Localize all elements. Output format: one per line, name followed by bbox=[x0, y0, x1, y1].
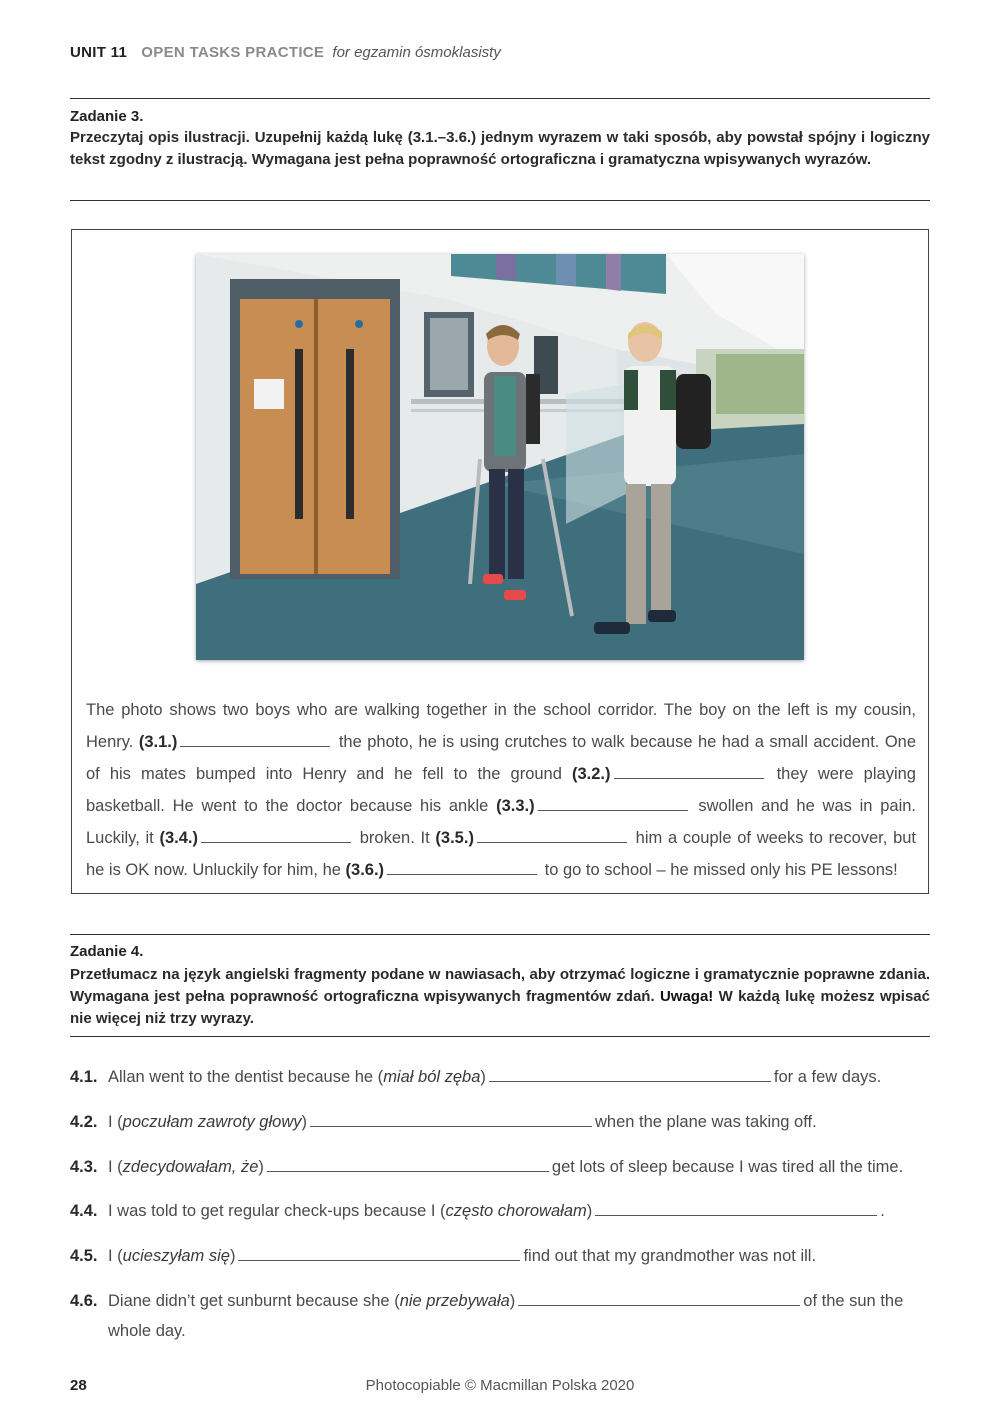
item-post: ) bbox=[258, 1158, 264, 1176]
corridor-photo bbox=[196, 254, 804, 660]
item-text bbox=[108, 1286, 928, 1346]
gap-blank[interactable] bbox=[538, 796, 688, 811]
item-pre: I was told to get regular check-ups because I ( bbox=[108, 1202, 446, 1220]
task4-title: Zadanie 4. bbox=[70, 943, 144, 960]
gap-blank[interactable] bbox=[477, 828, 627, 843]
item-text bbox=[108, 1241, 928, 1271]
gap-label: (3.3.) bbox=[496, 797, 535, 815]
item-pre: I ( bbox=[108, 1158, 123, 1176]
item-pre: Allan went to the dentist because he ( bbox=[108, 1068, 384, 1086]
passage-text: the photo, he is using crutches to walk because he had a small accident. One of his mates bumped into Henry and he fell to the ground bbox=[86, 733, 917, 783]
instruction-text: W każdą lukę możesz wpisać nie więcej niż trzy wyrazy. bbox=[70, 988, 930, 1027]
item-hint: poczułam zawroty głowy bbox=[122, 1113, 302, 1131]
item-number: 4.1. bbox=[70, 1068, 98, 1086]
item-post: ) bbox=[480, 1068, 486, 1086]
answer-blank[interactable] bbox=[595, 1201, 877, 1216]
item-after: . bbox=[880, 1202, 885, 1220]
item-hint: nie przebywała bbox=[399, 1292, 510, 1310]
item-post: ) bbox=[301, 1113, 307, 1131]
item-hint: często chorowałam bbox=[445, 1202, 587, 1220]
answer-blank[interactable] bbox=[518, 1291, 800, 1306]
gap-label: (3.4.) bbox=[159, 829, 199, 847]
item-text bbox=[108, 1196, 928, 1226]
passage-text: him a couple of weeks to recover, but he is OK now. Unluckily for him, he bbox=[86, 829, 917, 879]
divider bbox=[70, 98, 930, 99]
item-text bbox=[108, 1152, 928, 1182]
gap-label: (3.6.) bbox=[345, 861, 385, 879]
item-post: ) bbox=[586, 1202, 593, 1220]
gap-label: (3.5.) bbox=[435, 829, 474, 847]
item-after: for a few days. bbox=[773, 1068, 882, 1086]
item-hint: zdecydowałam, że bbox=[122, 1158, 259, 1176]
item-post: ) bbox=[229, 1247, 236, 1265]
answer-blank[interactable] bbox=[489, 1067, 771, 1082]
item-text bbox=[108, 1062, 928, 1092]
page-number: 28 bbox=[70, 1377, 87, 1394]
item-after: of the sun the whole day. bbox=[108, 1292, 904, 1340]
item-after: find out that my grandmother was not ill. bbox=[523, 1247, 817, 1265]
gap-blank[interactable] bbox=[387, 860, 537, 875]
item-pre: I ( bbox=[108, 1113, 123, 1131]
item-after: when the plane was taking off. bbox=[595, 1113, 817, 1131]
divider bbox=[70, 200, 930, 201]
item-number: 4.5. bbox=[70, 1247, 98, 1265]
section-label: OPEN TASKS PRACTICE bbox=[141, 44, 325, 61]
answer-blank[interactable] bbox=[310, 1112, 592, 1127]
item-post: ) bbox=[509, 1292, 516, 1310]
answer-blank[interactable] bbox=[238, 1246, 520, 1261]
task3-passage bbox=[86, 694, 916, 886]
gap-blank[interactable] bbox=[201, 828, 351, 843]
passage-text: to go to school – he missed only his PE lessons! bbox=[544, 861, 898, 879]
passage-text: they were playing basketball. He went to the doctor because his ankle bbox=[86, 765, 916, 815]
unit-label: UNIT 11 bbox=[70, 44, 128, 61]
item-number: 4.6. bbox=[70, 1292, 98, 1310]
gap-blank[interactable] bbox=[180, 732, 330, 747]
page-header bbox=[70, 44, 501, 61]
gap-label: (3.2.) bbox=[571, 765, 611, 783]
item-after: get lots of sleep because I was tired all the time. bbox=[551, 1158, 904, 1176]
task3-instruction: Przeczytaj opis ilustracji. Uzupełnij każdą lukę (3.1.–3.6.) jednym wyrazem w taki sposób, aby powstał spójny i logiczny tekst zgodny z ilustracją. Wymagana jest pełna poprawność ortograficzna i gramatyczna wpisywanych wyrazów. bbox=[70, 129, 930, 168]
copyright: Photocopiable © Macmillan Polska 2020 bbox=[365, 1377, 635, 1394]
item-number: 4.4. bbox=[70, 1202, 98, 1220]
divider bbox=[70, 1036, 930, 1037]
warning-label: Uwaga! bbox=[659, 988, 714, 1005]
passage-text: broken. It bbox=[359, 829, 430, 847]
passage-text: The photo shows two boys who are walking together in the school corridor. The boy on the left is my cousin, Henry. bbox=[86, 701, 916, 751]
divider bbox=[70, 934, 930, 935]
passage-text: swollen and he was in pain. Luckily, it bbox=[86, 797, 917, 847]
section-subtitle: for egzamin ósmoklasisty bbox=[332, 44, 501, 61]
instruction-text: Przetłumacz na język angielski fragmenty podane w nawiasach, aby otrzymać logiczne i gramatycznie poprawne zdania. Wymagana jest pełna poprawność ortograficzna wpisywanych fragmentów zdań. bbox=[70, 966, 930, 1005]
answer-blank[interactable] bbox=[267, 1157, 549, 1172]
item-number: 4.2. bbox=[70, 1113, 98, 1131]
item-number: 4.3. bbox=[70, 1158, 98, 1176]
item-text bbox=[108, 1107, 928, 1137]
task4-instruction bbox=[70, 964, 930, 1030]
item-hint: miał ból zęba bbox=[383, 1068, 481, 1086]
task3-title: Zadanie 3. bbox=[70, 108, 144, 125]
item-pre: I ( bbox=[108, 1247, 123, 1265]
gap-blank[interactable] bbox=[614, 764, 764, 779]
item-pre: Diane didn’t get sunburnt because she ( bbox=[108, 1292, 400, 1310]
item-hint: ucieszyłam się bbox=[122, 1247, 230, 1265]
gap-label: (3.1.) bbox=[138, 733, 178, 751]
